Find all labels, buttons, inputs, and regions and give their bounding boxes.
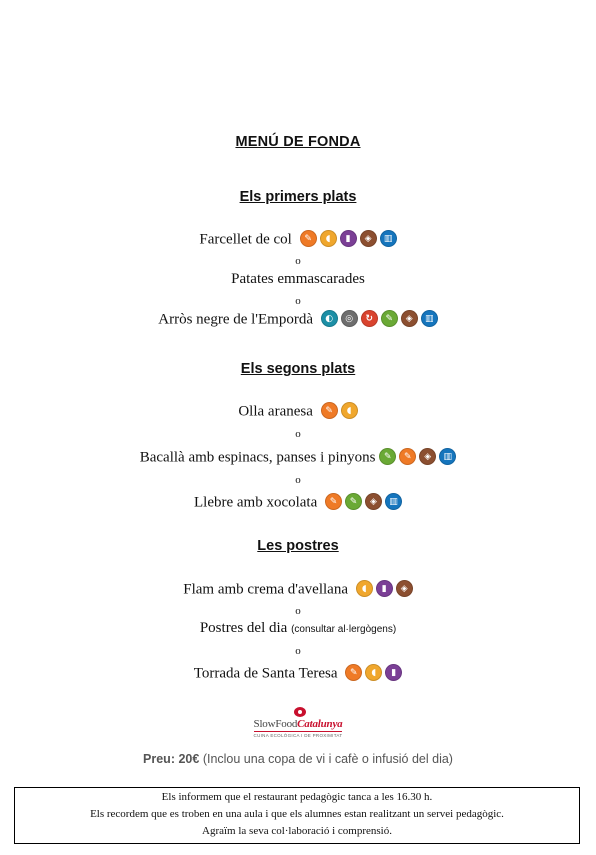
dish-name: Torrada de Santa Teresa: [193, 665, 338, 682]
price-detail: (Inclou una copa de vi i cafè o infusió del dia): [202, 752, 453, 766]
dish-item: [0, 493, 596, 512]
orange-carrot-icon: ✎: [345, 664, 362, 681]
price-label: Preu:: [143, 752, 175, 766]
egg-icon: ◖: [365, 664, 382, 681]
teal-fish-icon: ◐: [321, 310, 338, 327]
allergen-icons: [321, 310, 438, 327]
logo-brand-part1: SlowFood: [253, 718, 298, 730]
dish-name: Patates emmascarades: [231, 271, 365, 287]
notice-line: Agraïm la seva col·laboració i comprensió.: [202, 825, 392, 837]
dish-separator: o: [295, 605, 301, 617]
section-heading-main-courses: Els segons plats: [240, 361, 356, 377]
dish-item: [0, 664, 596, 683]
brown-nut-icon: ◈: [396, 580, 413, 597]
dish-item: [0, 230, 596, 249]
allergen-icons: [325, 493, 402, 510]
logo-brand-part2: Catalunya: [297, 718, 343, 730]
snail-icon: [294, 707, 306, 717]
dish-name: Bacallà amb espinacs, panses i pinyons: [139, 449, 376, 466]
dish-name: Flam amb crema d'avellana: [183, 581, 348, 598]
notice-box: [14, 787, 580, 844]
purple-milk-icon: ▮: [376, 580, 393, 597]
brown-nut-icon: ◈: [401, 310, 418, 327]
egg-icon: ◖: [356, 580, 373, 597]
dish-name: Arròs negre de l'Empordà: [158, 311, 313, 328]
green-celery-icon: ✎: [381, 310, 398, 327]
section-heading-desserts: Les postres: [257, 538, 339, 554]
dish-separator: o: [295, 428, 301, 440]
allergen-icons: [379, 448, 456, 465]
blue-gluten-icon: ▥: [439, 448, 456, 465]
dish-item: [0, 310, 596, 329]
dish-item: [0, 448, 596, 467]
dish-item: [0, 402, 596, 421]
egg-icon: ◖: [320, 230, 337, 247]
brown-nut-icon: ◈: [360, 230, 377, 247]
green-celery-icon: ✎: [379, 448, 396, 465]
grey-mollusc-icon: ◎: [341, 310, 358, 327]
allergen-icons: [300, 230, 397, 247]
orange-carrot-icon: ✎: [321, 402, 338, 419]
notice-line: Els recordem que es troben en una aula i que els alumnes estan realitzant un servei pedagògic.: [90, 808, 504, 820]
price-line: [0, 752, 596, 766]
orange-carrot-icon: ✎: [300, 230, 317, 247]
purple-milk-icon: ▮: [385, 664, 402, 681]
dish-separator: o: [295, 474, 301, 486]
dish-item: [0, 580, 596, 599]
dish-name: Llebre amb xocolata: [193, 494, 318, 511]
dish-name: Postres del dia: [199, 620, 288, 636]
brown-nut-icon: ◈: [365, 493, 382, 510]
notice-line: Els informem que el restaurant pedagògic tanca a les 16.30 h.: [161, 791, 433, 803]
blue-gluten-icon: ▥: [385, 493, 402, 510]
dish-item: [0, 271, 596, 288]
orange-carrot-icon: ✎: [399, 448, 416, 465]
allergen-icons: [345, 664, 402, 681]
red-crustacean-icon: ↻: [361, 310, 378, 327]
green-celery-icon: ✎: [345, 493, 362, 510]
brown-nut-icon: ◈: [419, 448, 436, 465]
logo-tagline: CUINA ECOLÒGICA I DE PROXIMITAT: [253, 733, 343, 738]
price-value: 20€: [178, 752, 200, 766]
orange-carrot-icon: ✎: [325, 493, 342, 510]
menu-title: MENÚ DE FONDA: [235, 134, 361, 150]
dish-item: [0, 620, 596, 637]
dish-separator: o: [295, 645, 301, 657]
purple-milk-icon: ▮: [340, 230, 357, 247]
blue-gluten-icon: ▥: [421, 310, 438, 327]
dish-name: Farcellet de col: [199, 231, 292, 248]
dish-separator: o: [295, 295, 301, 307]
allergen-icons: [321, 402, 358, 419]
egg-icon: ◖: [341, 402, 358, 419]
dish-note: (consultar al·lergògens): [291, 624, 397, 635]
blue-gluten-icon: ▥: [380, 230, 397, 247]
allergen-icons: [356, 580, 413, 597]
dish-name: Olla aranesa: [238, 403, 313, 420]
section-heading-first-courses: Els primers plats: [239, 189, 357, 205]
dish-separator: o: [295, 255, 301, 267]
slowfood-logo: [0, 710, 596, 742]
